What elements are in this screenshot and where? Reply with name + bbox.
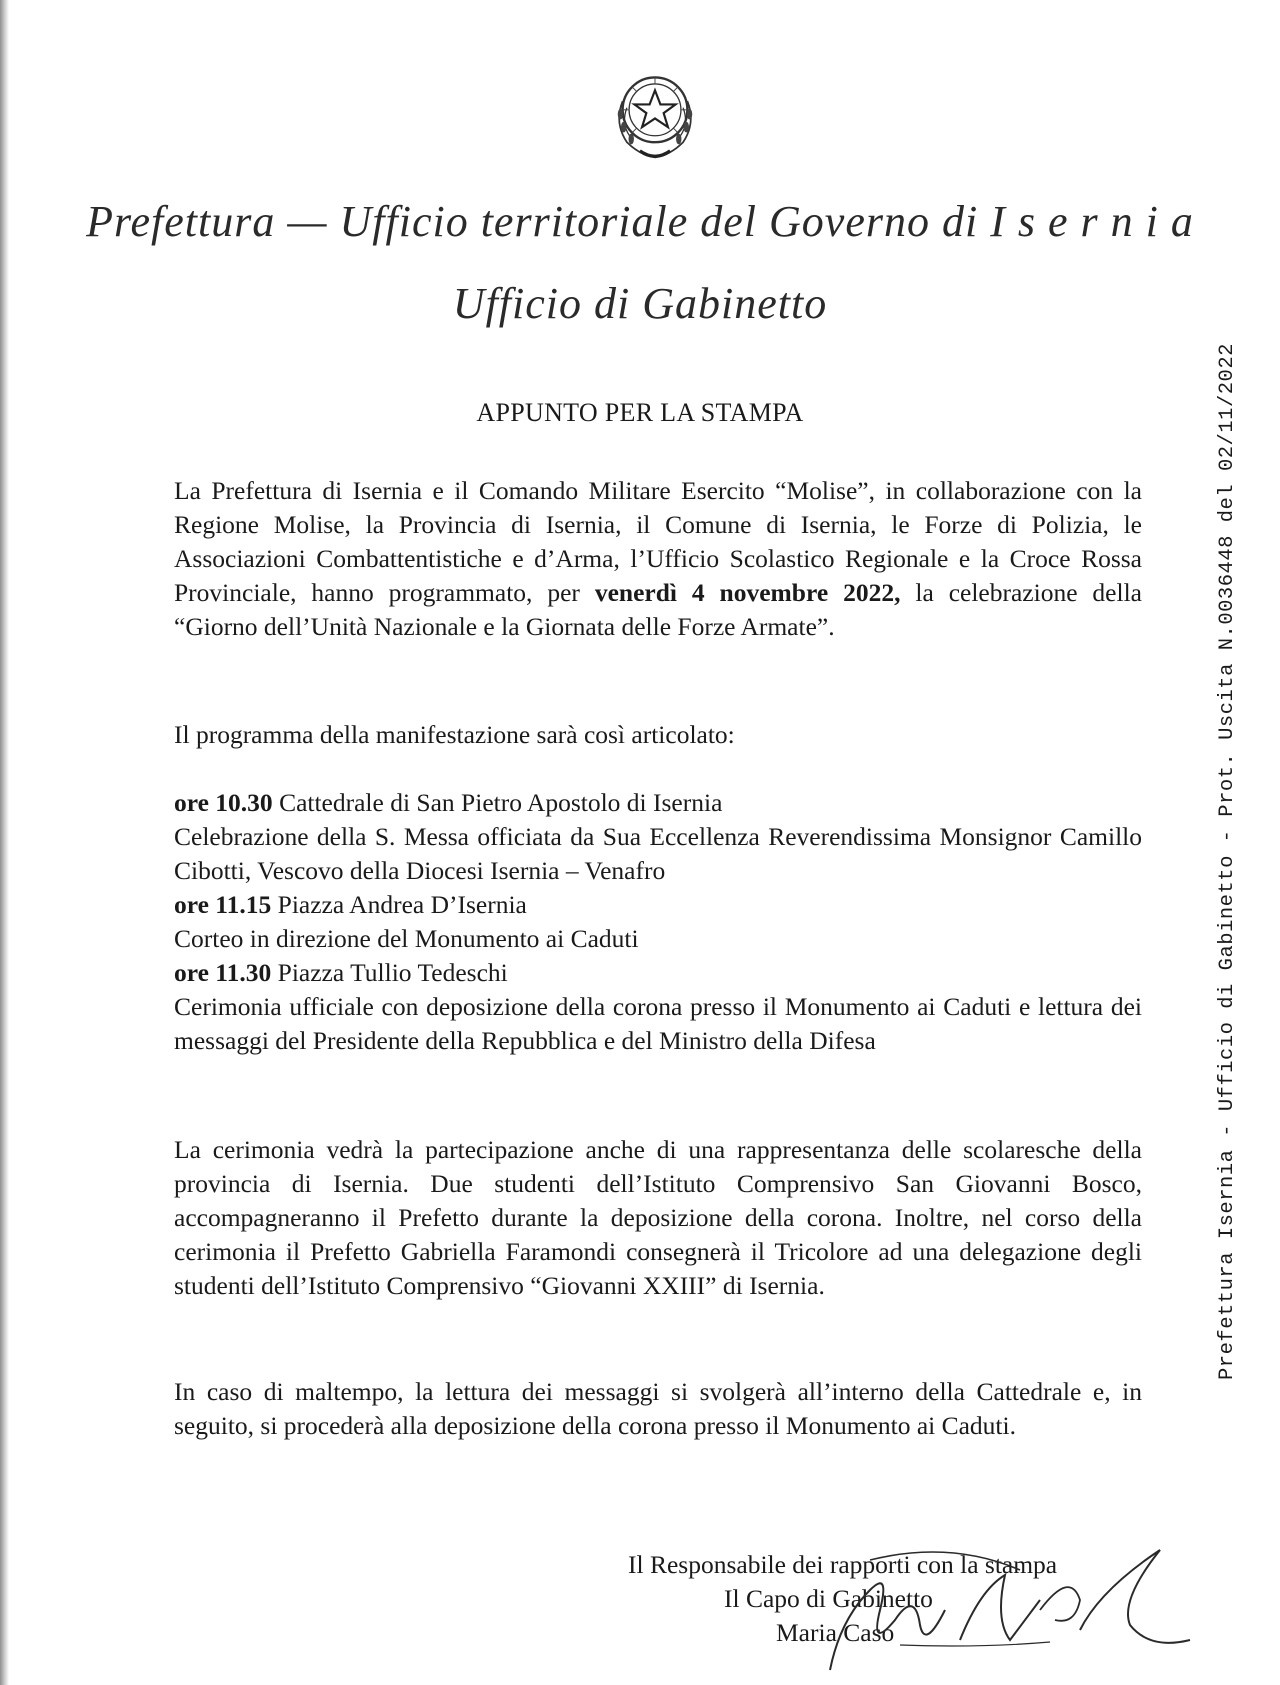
- program-item: [174, 786, 1142, 820]
- program-time: ore 11.15: [174, 890, 272, 919]
- program-description: Cerimonia ufficiale con deposizione della corona presso il Monumento ai Caduti e lettura dei messaggi del Presidente della Repubblica e del Ministro della Difesa: [174, 992, 1142, 1055]
- program-place: Piazza Andrea D’Isernia: [271, 890, 527, 919]
- program-description: Corteo in direzione del Monumento ai Caduti: [174, 924, 639, 953]
- protocol-stamp: Prefettura Isernia - Ufficio di Gabinetto - Prot. Uscita N.0036448 del 02/11/2022: [1216, 343, 1239, 1380]
- paragraph-intro: [174, 474, 1142, 644]
- office-header-line2: Ufficio di Gabinetto: [452, 279, 828, 328]
- signer-title: Il Capo di Gabinetto: [724, 1584, 933, 1613]
- program-description: Celebrazione della S. Messa officiata da Sua Eccellenza Reverendissima Monsignor Camillo Cibotti, Vescovo della Diocesi Isernia – Venafro: [174, 822, 1142, 885]
- intro-text-before: La Prefettura di Isernia e il Comando Militare Esercito “Molise”, in collaborazione con la Regione Molise, la Provincia di Isernia, il Comune di Isernia, le Forze di Polizia, le Associazioni Combattentistiche e d’Arma, l’Ufficio Scolastico Regionale e la Croce Rossa Provinciale, hanno programmato, per: [174, 476, 1142, 607]
- program-item: [174, 956, 1142, 990]
- paragraph-program-intro: Il programma della manifestazione sarà così articolato:: [174, 720, 735, 749]
- signer-name: Maria Caso: [776, 1618, 895, 1647]
- program-place: Piazza Tullio Tedeschi: [271, 958, 508, 987]
- program-place: Cattedrale di San Pietro Apostolo di Isernia: [272, 788, 723, 817]
- office-header-line1: Prefettura — Ufficio territoriale del Governo di I s e r n i a: [86, 197, 1194, 246]
- scan-edge: [0, 0, 9, 1685]
- program-list: [174, 786, 1142, 1058]
- italian-republic-emblem-icon: [601, 58, 709, 166]
- paragraph-participation: La cerimonia vedrà la partecipazione anche di una rappresentanza delle scolaresche della provincia di Isernia. Due studenti dell’Istituto Comprensivo San Giovanni Bosco, accompagneranno il Prefetto durante la deposizione della corona. Inoltre, nel corso della cerimonia il Prefetto Gabriella Faramondi consegnerà il Tricolore ad una delegazione degli studenti dell’Istituto Comprensivo “Giovanni XXIII” di Isernia.: [174, 1135, 1142, 1300]
- program-item: [174, 888, 1142, 922]
- document-title: APPUNTO PER LA STAMPA: [476, 398, 804, 427]
- program-time: ore 10.30: [174, 788, 273, 817]
- paragraph-bad-weather: In caso di maltempo, la lettura dei messaggi si svolgerà all’interno della Cattedrale e, in seguito, si procederà alla deposizione della corona presso il Monumento ai Caduti.: [174, 1377, 1142, 1440]
- intro-text-after: la celebrazione della “Giorno dell’Unità Nazionale e la Giornata delle Forze Armate”.: [174, 578, 1142, 641]
- signer-role: Il Responsabile dei rapporti con la stampa: [628, 1550, 1058, 1579]
- handwritten-signature: [720, 1530, 1200, 1680]
- event-date: venerdì 4 novembre 2022,: [594, 578, 901, 607]
- program-time: ore 11.30: [174, 958, 272, 987]
